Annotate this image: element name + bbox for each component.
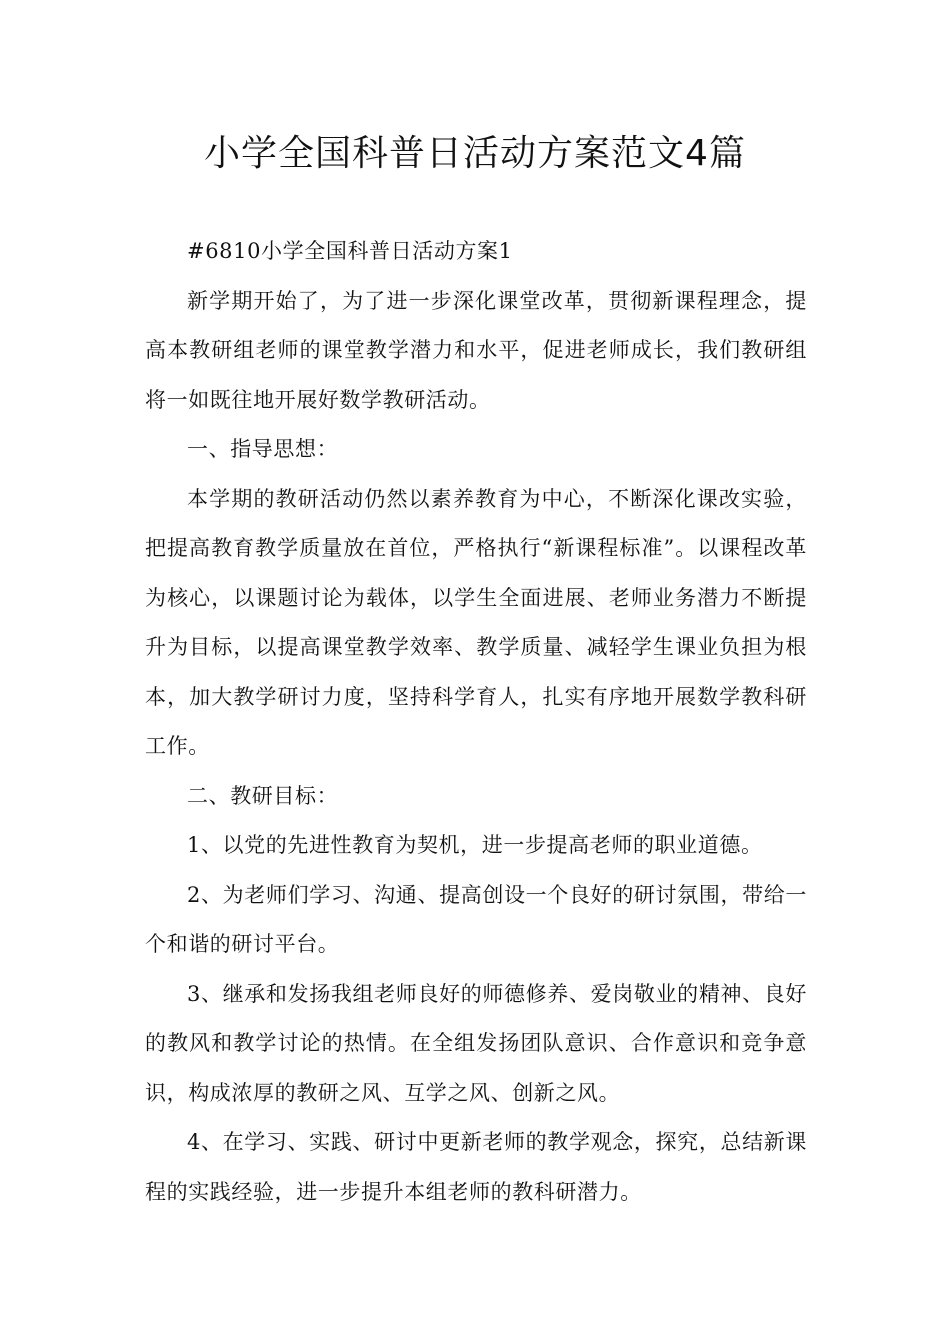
list-item-goal-1: 1、以党的先进性教育为契机，进一步提高老师的职业道德。 — [187, 833, 763, 857]
document-title: 小学全国科普日活动方案范文4篇 — [204, 133, 746, 174]
document-body — [145, 227, 807, 1217]
section-heading-research-goals: 二、教研目标： — [187, 783, 339, 808]
paragraph-intro: 新学期开始了，为了进一步深化课堂改革，贯彻新课程理念，提高本教研组老师的课堂教学潜力和水平，促进老师成长，我们教研组将一如既往地开展好数学教研活动。 — [145, 288, 807, 412]
section-heading-guiding-thought: 一、指导思想： — [187, 437, 339, 461]
paragraph-guiding-thought: 本学期的教研活动仍然以素养教育为中心，不断深化课改实验，把提高教育教学质量放在首位，严格执行“新课程标准”。以课程改革为核心，以课题讨论为载体，以学生全面进展、老师业务潜力不断提升为目标，以提高课堂教学效率、教学质量、减轻学生课业负担为根本，加大教学研讨力度，坚持科学育人，扎实有序地开展数学教科研工作。 — [145, 486, 807, 758]
list-item-goal-3: 3、继承和发扬我组老师良好的师德修养、爱岗敬业的精神、良好的教风和教学讨论的热情。在全组发扬团队意识、合作意识和竞争意识，构成浓厚的教研之风、互学之风、创新之风。 — [145, 981, 807, 1105]
paragraph-heading-plan-1: #6810小学全国科普日活动方案1 — [187, 239, 513, 263]
list-item-goal-2: 2、为老师们学习、沟通、提高创设一个良好的研讨氛围，带给一个和谐的研讨平台。 — [145, 882, 807, 956]
list-item-goal-4: 4、在学习、实践、研讨中更新老师的教学观念，探究，总结新课程的实践经验，进一步提升本组老师的教科研潜力。 — [145, 1130, 807, 1204]
